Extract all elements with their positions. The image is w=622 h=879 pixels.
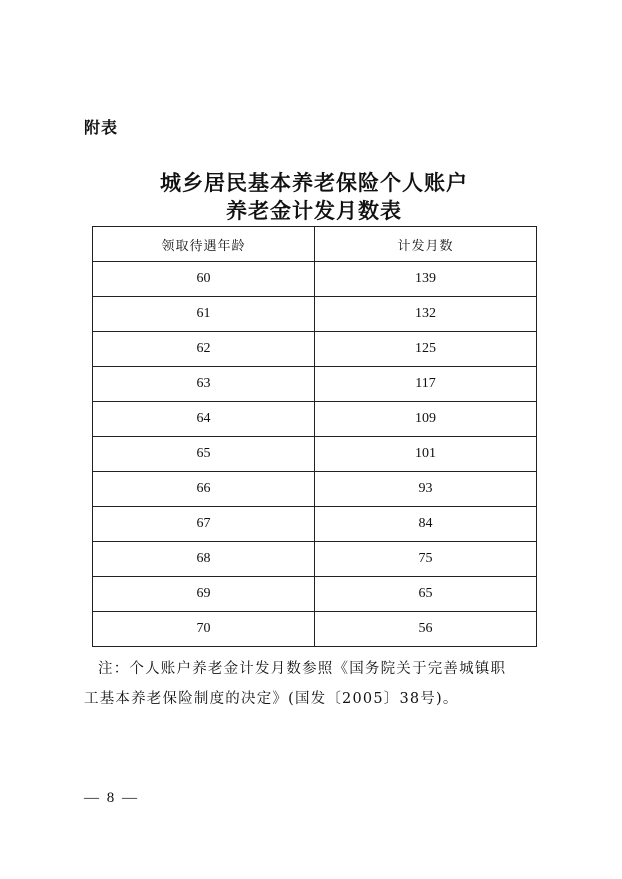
months-cell: 132 [315, 297, 537, 332]
footnote-line-1: 注：个人账户养老金计发月数参照《国务院关于完善城镇职 [98, 661, 507, 677]
months-cell: 93 [315, 472, 537, 507]
months-cell: 139 [315, 262, 537, 297]
age-cell: 69 [93, 577, 315, 612]
table-row [93, 402, 537, 437]
table-row [93, 297, 537, 332]
table-row [93, 472, 537, 507]
table-header-row [93, 227, 537, 262]
age-cell: 63 [93, 367, 315, 402]
appendix-label: 附表 [84, 118, 119, 137]
table-title-line-2: 养老金计发月数表 [226, 198, 402, 223]
table-row [93, 437, 537, 472]
header-months: 计发月数 [315, 227, 537, 262]
age-cell: 68 [93, 542, 315, 577]
age-cell: 61 [93, 297, 315, 332]
table-row [93, 332, 537, 367]
header-age: 领取待遇年龄 [93, 227, 315, 262]
months-cell: 65 [315, 577, 537, 612]
table-row [93, 367, 537, 402]
page-number: — 8 — [84, 790, 139, 806]
table-title-line-1: 城乡居民基本养老保险个人账户 [160, 170, 468, 195]
age-cell: 67 [93, 507, 315, 542]
pension-months-table [92, 226, 537, 647]
months-cell: 101 [315, 437, 537, 472]
age-cell: 62 [93, 332, 315, 367]
age-cell: 65 [93, 437, 315, 472]
months-cell: 117 [315, 367, 537, 402]
age-cell: 70 [93, 612, 315, 647]
table-row [93, 612, 537, 647]
age-cell: 66 [93, 472, 315, 507]
age-cell: 60 [93, 262, 315, 297]
months-cell: 84 [315, 507, 537, 542]
months-cell: 56 [315, 612, 537, 647]
footnote-line-2: 工基本养老保险制度的决定》(国发〔2005〕38号)。 [84, 691, 459, 707]
months-cell: 125 [315, 332, 537, 367]
months-cell: 75 [315, 542, 537, 577]
months-cell: 109 [315, 402, 537, 437]
table-row [93, 577, 537, 612]
table-row [93, 507, 537, 542]
table-row [93, 262, 537, 297]
age-cell: 64 [93, 402, 315, 437]
table-row [93, 542, 537, 577]
